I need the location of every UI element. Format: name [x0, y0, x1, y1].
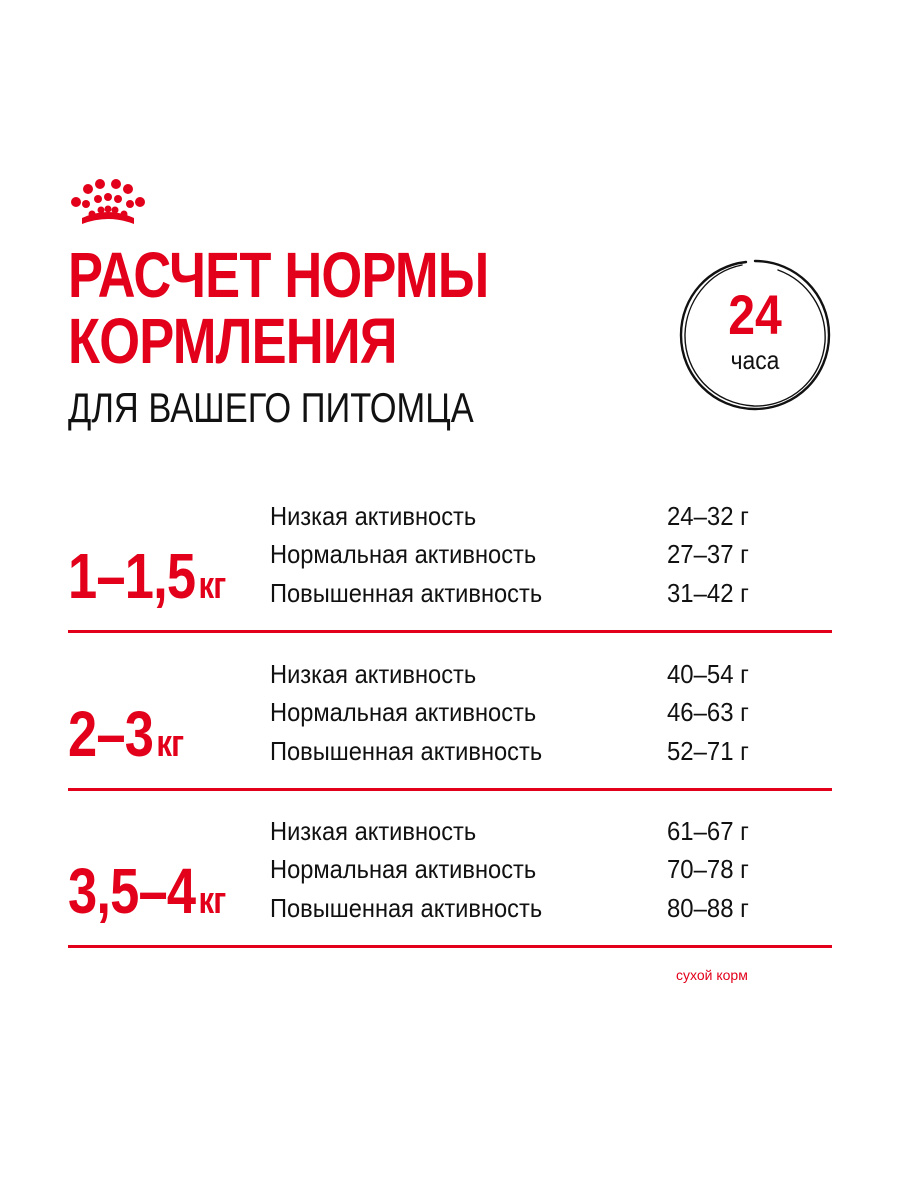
activity-row — [270, 732, 832, 770]
food-amount: 31–42 г — [667, 578, 749, 608]
activity-label: Повышенная активность — [270, 736, 543, 766]
food-amount: 24–32 г — [667, 501, 749, 531]
activity-row — [270, 535, 832, 573]
weight-unit: кг — [198, 565, 226, 607]
activity-label: Нормальная активность — [270, 697, 537, 727]
activity-label: Низкая активность — [270, 501, 477, 531]
activity-label: Повышенная активность — [270, 893, 543, 923]
activity-row — [270, 889, 832, 927]
food-amount: 52–71 г — [667, 736, 749, 766]
activity-row — [270, 497, 832, 535]
title-line-2: КОРМЛЕНИЯ — [68, 305, 397, 377]
weight-value: 1–1,5 — [68, 540, 196, 612]
weight-value: 2–3 — [68, 698, 154, 770]
activity-row — [270, 812, 832, 850]
activity-row — [270, 850, 832, 888]
badge-number: 24 — [728, 283, 782, 346]
food-amount: 80–88 г — [667, 893, 749, 923]
weight-range — [68, 540, 226, 612]
activity-label: Нормальная активность — [270, 854, 537, 884]
weight-value: 3,5–4 — [68, 855, 196, 927]
footnote: сухой корм — [676, 967, 748, 983]
activity-label: Нормальная активность — [270, 539, 537, 569]
food-amount: 70–78 г — [667, 854, 749, 884]
group-separator — [68, 945, 832, 948]
food-amount: 40–54 г — [667, 659, 749, 689]
group-separator — [68, 788, 832, 791]
crown-logo — [68, 176, 148, 230]
food-amount: 61–67 г — [667, 816, 749, 846]
page-subtitle: ДЛЯ ВАШЕГО ПИТОМЦА — [68, 384, 474, 431]
page-title — [68, 239, 628, 377]
activity-label: Низкая активность — [270, 816, 477, 846]
weight-range — [68, 698, 184, 770]
food-amount: 46–63 г — [667, 697, 749, 727]
activity-row — [270, 693, 832, 731]
activity-label: Низкая активность — [270, 659, 477, 689]
crown-icon — [68, 176, 148, 230]
group-separator — [68, 630, 832, 633]
weight-group-2 — [68, 655, 832, 795]
badge-unit: часа — [730, 345, 780, 375]
title-line-1: РАСЧЕТ НОРМЫ — [68, 239, 489, 311]
weight-group-3 — [68, 812, 832, 952]
weight-unit: кг — [198, 880, 226, 922]
activity-label: Повышенная активность — [270, 578, 543, 608]
food-amount: 27–37 г — [667, 539, 749, 569]
activity-row — [270, 574, 832, 612]
weight-range — [68, 855, 226, 927]
duration-badge — [678, 258, 832, 412]
weight-unit: кг — [156, 723, 184, 765]
weight-group-1 — [68, 497, 832, 637]
activity-row — [270, 655, 832, 693]
